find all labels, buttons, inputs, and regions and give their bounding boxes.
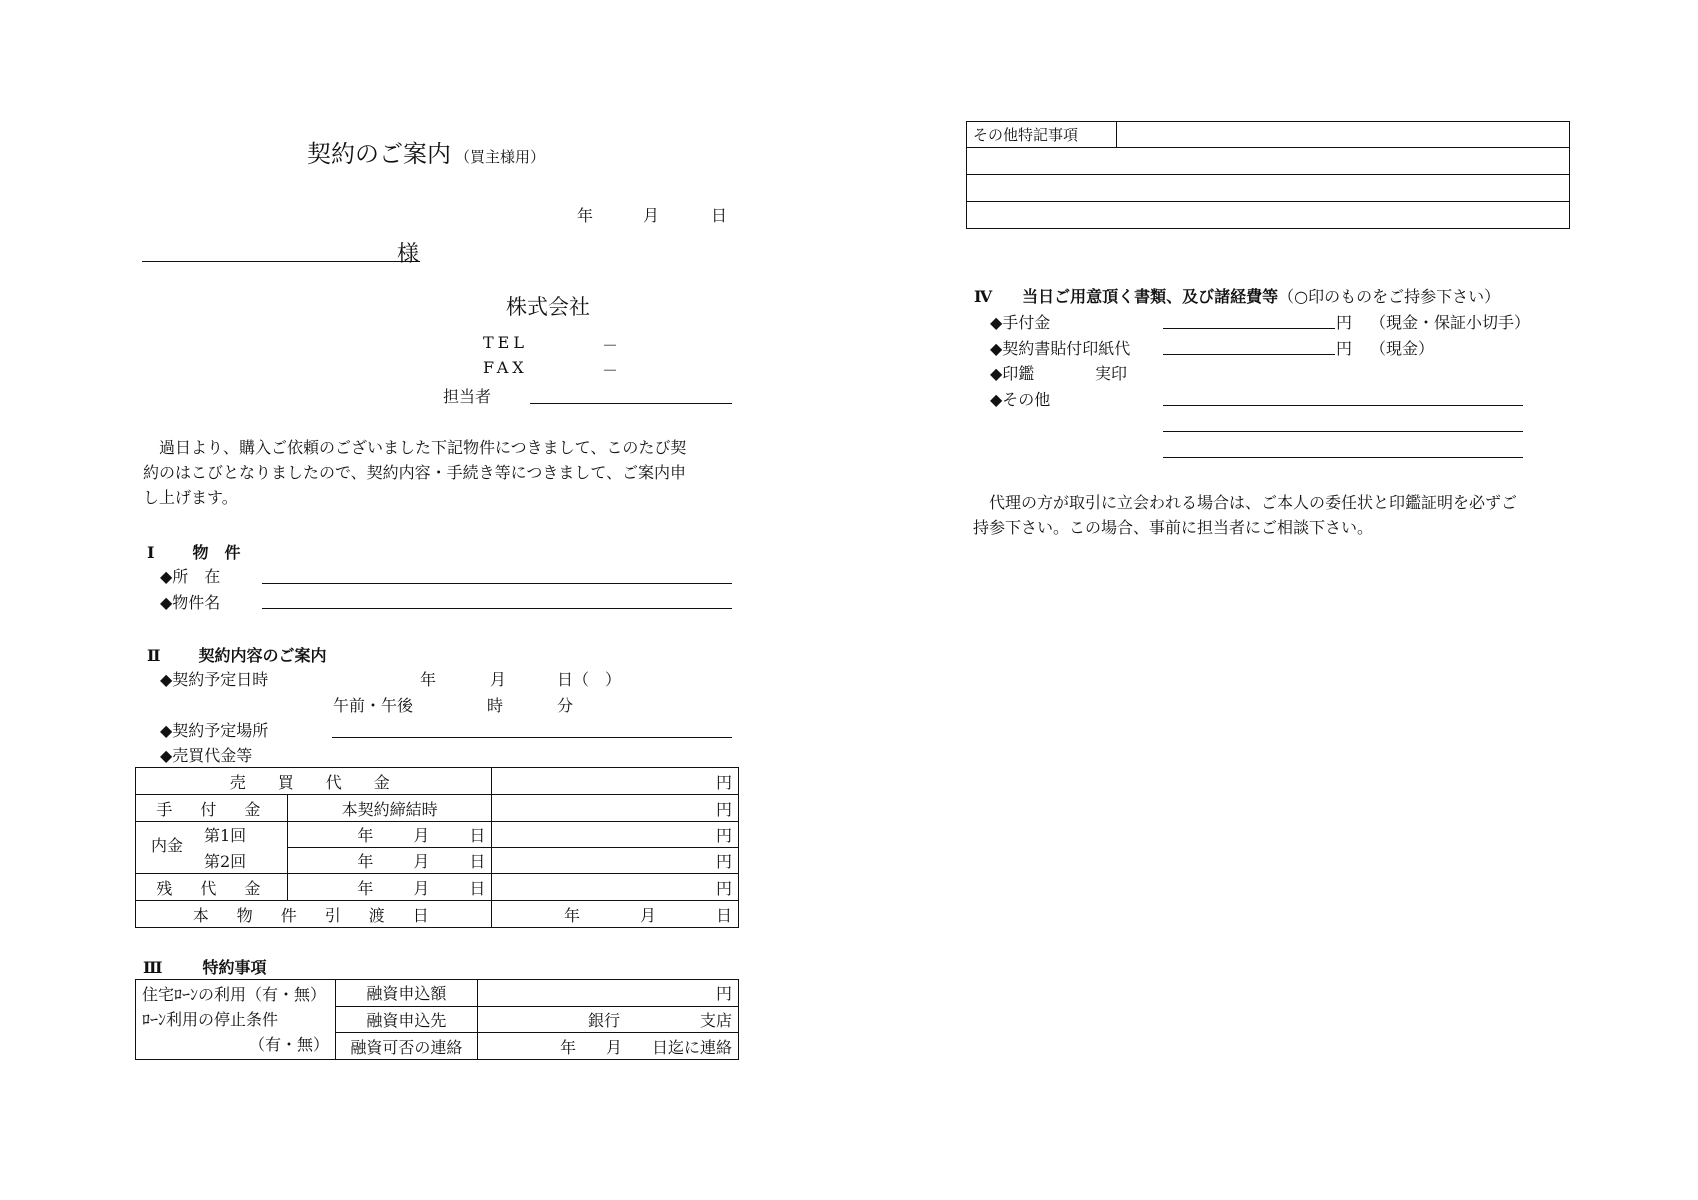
inst1-day: 日 [469, 826, 486, 845]
contract-date-day: 日（ ） [557, 670, 622, 689]
table-row [967, 148, 1570, 175]
installment-2-yen: 円 [492, 848, 739, 874]
contract-place-label: ◆契約予定場所 [160, 721, 269, 740]
deposit-timing: 本契約締結時 [287, 795, 492, 822]
section2-number: Ⅱ [147, 646, 161, 665]
installment-1-name: 第1回 [204, 826, 247, 846]
date-month: 月 [643, 206, 660, 225]
property-name-line [262, 608, 732, 609]
deposit-item-label: ◆手付金 [990, 313, 1051, 332]
agent-line-1: 代理の方が取引に立会われる場合は、ご本人の委任状と印鑑証明を必ずご [989, 493, 1518, 512]
table-row [136, 768, 739, 795]
other-item-label: ◆その他 [990, 390, 1051, 409]
document-title [307, 134, 545, 169]
deposit-item-line [1163, 328, 1335, 329]
date-day: 日 [711, 206, 728, 225]
other-item-line-1 [1163, 405, 1523, 406]
intro-line-3: し上げます。 [143, 488, 238, 507]
section1-title: 物 件 [192, 543, 241, 562]
loan-amount-label: 融資申込額 [335, 980, 477, 1007]
contract-date-label: ◆契約予定日時 [160, 670, 269, 689]
property-location-line [262, 583, 732, 584]
intro-line-2: 約のはこびとなりましたので、契約内容・手続き等につきまして、ご案内申 [143, 463, 687, 482]
other-notes-blank [967, 148, 1570, 175]
installment-1-date [287, 822, 492, 848]
loan-contact-cell [477, 1033, 738, 1060]
deposit-item-yen: 円 [1336, 313, 1353, 332]
fax-dash: － [602, 361, 619, 380]
loan-stop: ﾛｰﾝ利用の停止条件 [142, 1010, 279, 1029]
inst2-month: 月 [413, 852, 430, 871]
contract-hour: 時 [487, 696, 504, 715]
loan-stop-choice: （有・無） [248, 1035, 329, 1054]
inst2-year: 年 [357, 852, 374, 871]
person-label: 担当者 [443, 387, 492, 406]
deposit-yen: 円 [492, 795, 739, 822]
sale-price-yen: 円 [492, 768, 739, 795]
agent-paragraph [973, 490, 1573, 540]
section4-title: 当日ご用意頂く書類、及び諸経費等 [1022, 287, 1279, 306]
company-name: 株式会社 [506, 295, 590, 319]
installment-1-yen: 円 [492, 822, 739, 848]
table-row [967, 175, 1570, 202]
other-notes-blank [967, 202, 1570, 229]
loan-branch: 支店 [699, 1010, 732, 1030]
property-location-label: ◆所 在 [160, 567, 221, 586]
stamp-item-label: ◆契約書貼付印紙代 [990, 339, 1131, 358]
deposit-label: 手 付 金 [136, 795, 288, 822]
other-notes-table [966, 121, 1570, 229]
installment-1-label [136, 822, 288, 855]
addressee-line [142, 261, 420, 262]
balance-date [287, 874, 492, 901]
contact-month: 月 [605, 1037, 622, 1057]
contract-place-line [332, 737, 732, 738]
balance-yen: 円 [492, 874, 739, 901]
contract-date-year: 年 [420, 670, 437, 689]
contact-day: 日迄に連絡 [651, 1037, 732, 1057]
handover-label: 本 物 件 引 渡 日 [136, 901, 492, 928]
person-line [530, 403, 732, 404]
table-row [136, 848, 739, 874]
installment-2-date [287, 848, 492, 874]
bal-month: 月 [413, 878, 430, 898]
inst1-year: 年 [357, 826, 374, 845]
loan-bank-cell [477, 1006, 738, 1033]
handover-day: 日 [715, 905, 732, 925]
section2-heading [147, 643, 327, 666]
section4-number: Ⅳ [974, 287, 993, 306]
deposit-item-note: （現金・保証小切手） [1370, 313, 1531, 332]
sale-price-label: 売 買 代 金 [136, 768, 492, 795]
other-notes-label: その他特記事項 [967, 122, 1117, 148]
handover-date [492, 901, 739, 928]
fax-label: FAX [483, 358, 528, 377]
stamp-item-line [1163, 354, 1335, 355]
loan-table [135, 979, 739, 1060]
addressee-suffix: 様 [397, 242, 420, 267]
table-row [136, 795, 739, 822]
agent-line-2: 持参下さい。この場合、事前に担当者にご相談下さい。 [973, 518, 1374, 537]
seal-item-label: ◆印鑑 [990, 364, 1035, 383]
price-table [135, 767, 739, 928]
section4-note: （○印のものをご持参下さい） [1278, 287, 1501, 306]
other-item-line-2 [1163, 431, 1523, 432]
bal-year: 年 [357, 878, 374, 898]
table-row [967, 122, 1570, 148]
section3-number: Ⅲ [143, 958, 163, 977]
contract-ampm: 午前・午後 [333, 696, 414, 715]
date-year: 年 [577, 206, 594, 225]
section1-heading [147, 540, 241, 563]
issue-date [577, 203, 727, 226]
contact-year: 年 [559, 1037, 576, 1057]
contract-minute: 分 [557, 696, 574, 715]
section1-number: Ⅰ [147, 543, 155, 562]
bal-day: 日 [469, 878, 486, 898]
intro-paragraph [143, 435, 733, 510]
tel-label: TEL [483, 333, 528, 352]
section3-heading [143, 955, 267, 978]
loan-bank-label: 融資申込先 [335, 1006, 477, 1033]
loan-amount-yen: 円 [477, 980, 738, 1007]
loan-bank: 銀行 [587, 1010, 620, 1030]
contract-date-month: 月 [490, 670, 507, 689]
table-row [136, 822, 739, 848]
uchikin-label: 内金 [151, 836, 184, 855]
table-row [967, 202, 1570, 229]
other-item-line-3 [1163, 457, 1523, 458]
inst1-month: 月 [413, 826, 430, 845]
section2-title: 契約内容のご案内 [198, 646, 327, 665]
other-notes-cell [1116, 122, 1569, 148]
table-row [136, 980, 739, 1007]
title-sub: （買主様用） [455, 148, 546, 166]
tel-dash: － [602, 336, 619, 355]
stamp-item-yen: 円 [1336, 339, 1353, 358]
table-row [136, 901, 739, 928]
loan-condition-cell [136, 980, 336, 1060]
title-main: 契約のご案内 [307, 140, 451, 168]
section4-heading [974, 284, 1500, 307]
inst2-day: 日 [469, 852, 486, 871]
loan-use: 住宅ﾛｰﾝの利用（有・無） [142, 985, 327, 1004]
seal-item-value: 実印 [1095, 364, 1128, 383]
intro-line-1: 過日より、購入ご依頼のございました下記物件につきまして、このたび契 [159, 438, 687, 457]
installment-2-name: 第2回 [204, 851, 247, 871]
price-label: ◆売買代金等 [160, 746, 253, 765]
stamp-item-note: （現金） [1370, 339, 1435, 358]
balance-label: 残 代 金 [136, 874, 288, 901]
handover-year: 年 [563, 905, 580, 925]
other-notes-blank [967, 175, 1570, 202]
property-name-label: ◆物件名 [160, 593, 221, 612]
handover-month: 月 [639, 905, 656, 925]
table-row [136, 874, 739, 901]
section3-title: 特約事項 [202, 958, 267, 977]
loan-contact-label: 融資可否の連絡 [335, 1033, 477, 1060]
